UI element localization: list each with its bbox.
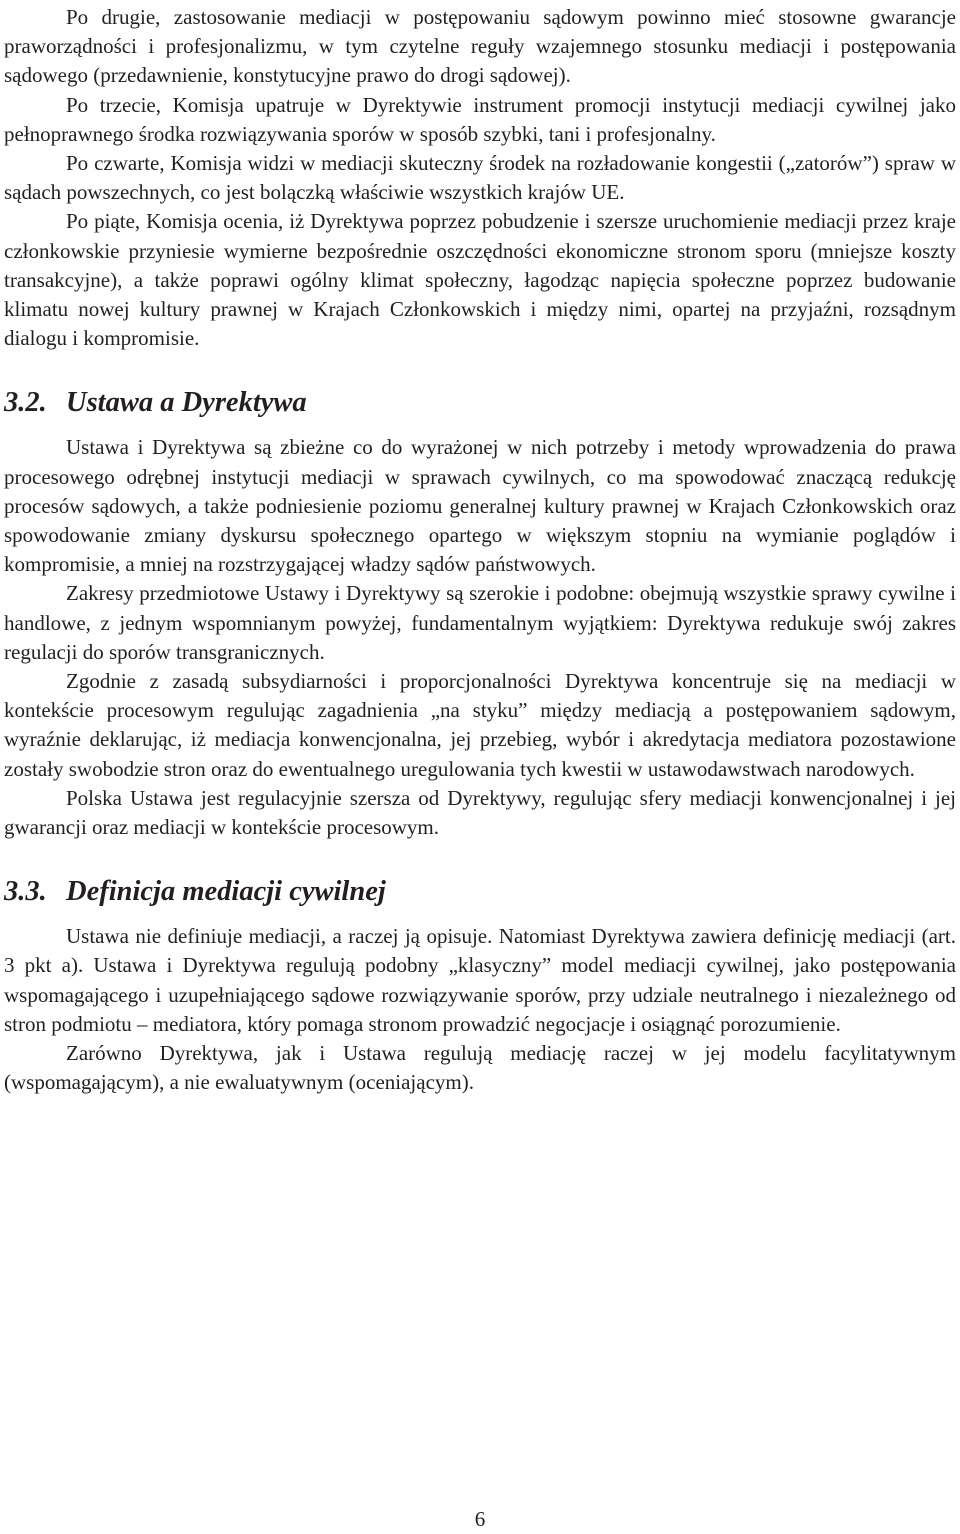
section-3-2-paragraph-4: Polska Ustawa jest regulacyjnie szersza od Dyrektywy, regulując sfery mediacji konwencjonalnej i jej gwarancji oraz mediacji w kontekście procesowym. [4, 785, 956, 840]
intro-paragraph-3: Po czwarte, Komisja widzi w mediacji skuteczny środek na rozładowanie kongestii („zatorów”) spraw w sądach powszechnych, co jest bolączką właściwie wszystkich krajów UE. [4, 151, 956, 205]
section-3-2-title: Ustawa a Dyrektywa [66, 387, 307, 419]
intro-paragraph-4: Po piąte, Komisja ocenia, iż Dyrektywa poprzez pobudzenie i szersze uruchomienie mediacji przez kraje członkowskie przyniesie wymierne bezpośrednie oszczędności ekonomiczne stronom sporu (mniejsze koszty transakcyjne), a także poprawi ogólny klimat społeczny, łagodząc napięcia społeczne poprzez budowanie klimatu nowej kultury prawnej w Krajach Członkowskich i między nimi, opartej na przyjaźni, rozsądnym dialogu i kompromisie. [4, 209, 956, 351]
section-3-3-heading [4, 874, 956, 910]
section-3-3-paragraph-2: Zarówno Dyrektywa, jak i Ustawa regulują mediację raczej w jej modelu facylitatywnym (wspomagającym), a nie ewaluatywnym (oceniającym). [4, 1041, 956, 1095]
intro-paragraph-1: Po drugie, zastosowanie mediacji w postępowaniu sądowym powinno mieć stosowne gwarancje praworządności i profesjonalizmu, w tym czytelne reguły wzajemnego stosunku mediacji i postępowania sądowego (przedawnienie, konstytucyjne prawo do drogi sądowej). [4, 5, 956, 88]
intro-paragraph-2: Po trzecie, Komisja upatruje w Dyrektywie instrument promocji instytucji mediacji cywilnej jako pełnoprawnego środka rozwiązywania sporów w sposób szybki, tani i profesjonalny. [4, 92, 956, 146]
section-3-3-number: 3.3. [4, 876, 47, 908]
section-3-2-heading [4, 385, 956, 421]
section-3-3-title: Definicja mediacji cywilnej [66, 876, 386, 908]
section-3-3 [4, 874, 956, 1097]
section-3-3-paragraph-1: Ustawa nie definiuje mediacji, a raczej ją opisuje. Natomiast Dyrektywa zawiera definicję mediacji (art. 3 pkt a). Ustawa i Dyrektywa regulują podobny „klasyczny” model mediacji cywilnej, jako postępowania wspomagającego i uzupełniającego sądowe rozwiązywanie sporów, przy udziale neutralnego i niezależnego od stron podmiotu – mediatora, który pomaga stronom prowadzić negocjacje i osiągnąć porozumienie. [4, 924, 956, 1036]
section-3-2-paragraph-3: Zgodnie z zasadą subsydiarności i proporcjonalności Dyrektywa koncentruje się na mediacji w kontekście procesowym regulując zagadnienia „na styku” między mediacją a postępowaniem sądowym, wyraźnie deklarując, iż mediacja konwencjonalna, jej przebieg, wybór i akredytacja mediatora pozostawione zostały swobodzie stron oraz do ewentualnego uregulowania tych kwestii w ustawodawstwach narodowych. [4, 669, 956, 781]
section-3-2-paragraph-2: Zakresy przedmiotowe Ustawy i Dyrektywy są szerokie i podobne: obejmują wszystkie sprawy cywilne i handlowe, z jednym wspomnianym powyżej, fundamentalnym wyjątkiem: Dyrektywa redukuje swój zakres regulacji do sporów transgranicznych. [4, 581, 956, 664]
section-3-2-paragraph-1: Ustawa i Dyrektywa są zbieżne co do wyrażonej w nich potrzeby i metody wprowadzenia do prawa procesowego odrębnej instytucji mediacji w sprawach cywilnych, co ma spowodować znaczącą redukcję procesów sądowych, a także podniesienie poziomu generalnej kultury prawnej w Krajach Członkowskich oraz spowodowanie zmiany dyskursu społecznego opartego w większym stopniu na wymianie poglądów i kompromisie, a mniej na rozstrzygającej władzy sądów państwowych. [4, 435, 956, 577]
page-number: 6 [474, 1507, 486, 1531]
intro-section [4, 3, 956, 353]
section-3-2 [4, 385, 956, 842]
section-3-2-number: 3.2. [4, 387, 47, 419]
